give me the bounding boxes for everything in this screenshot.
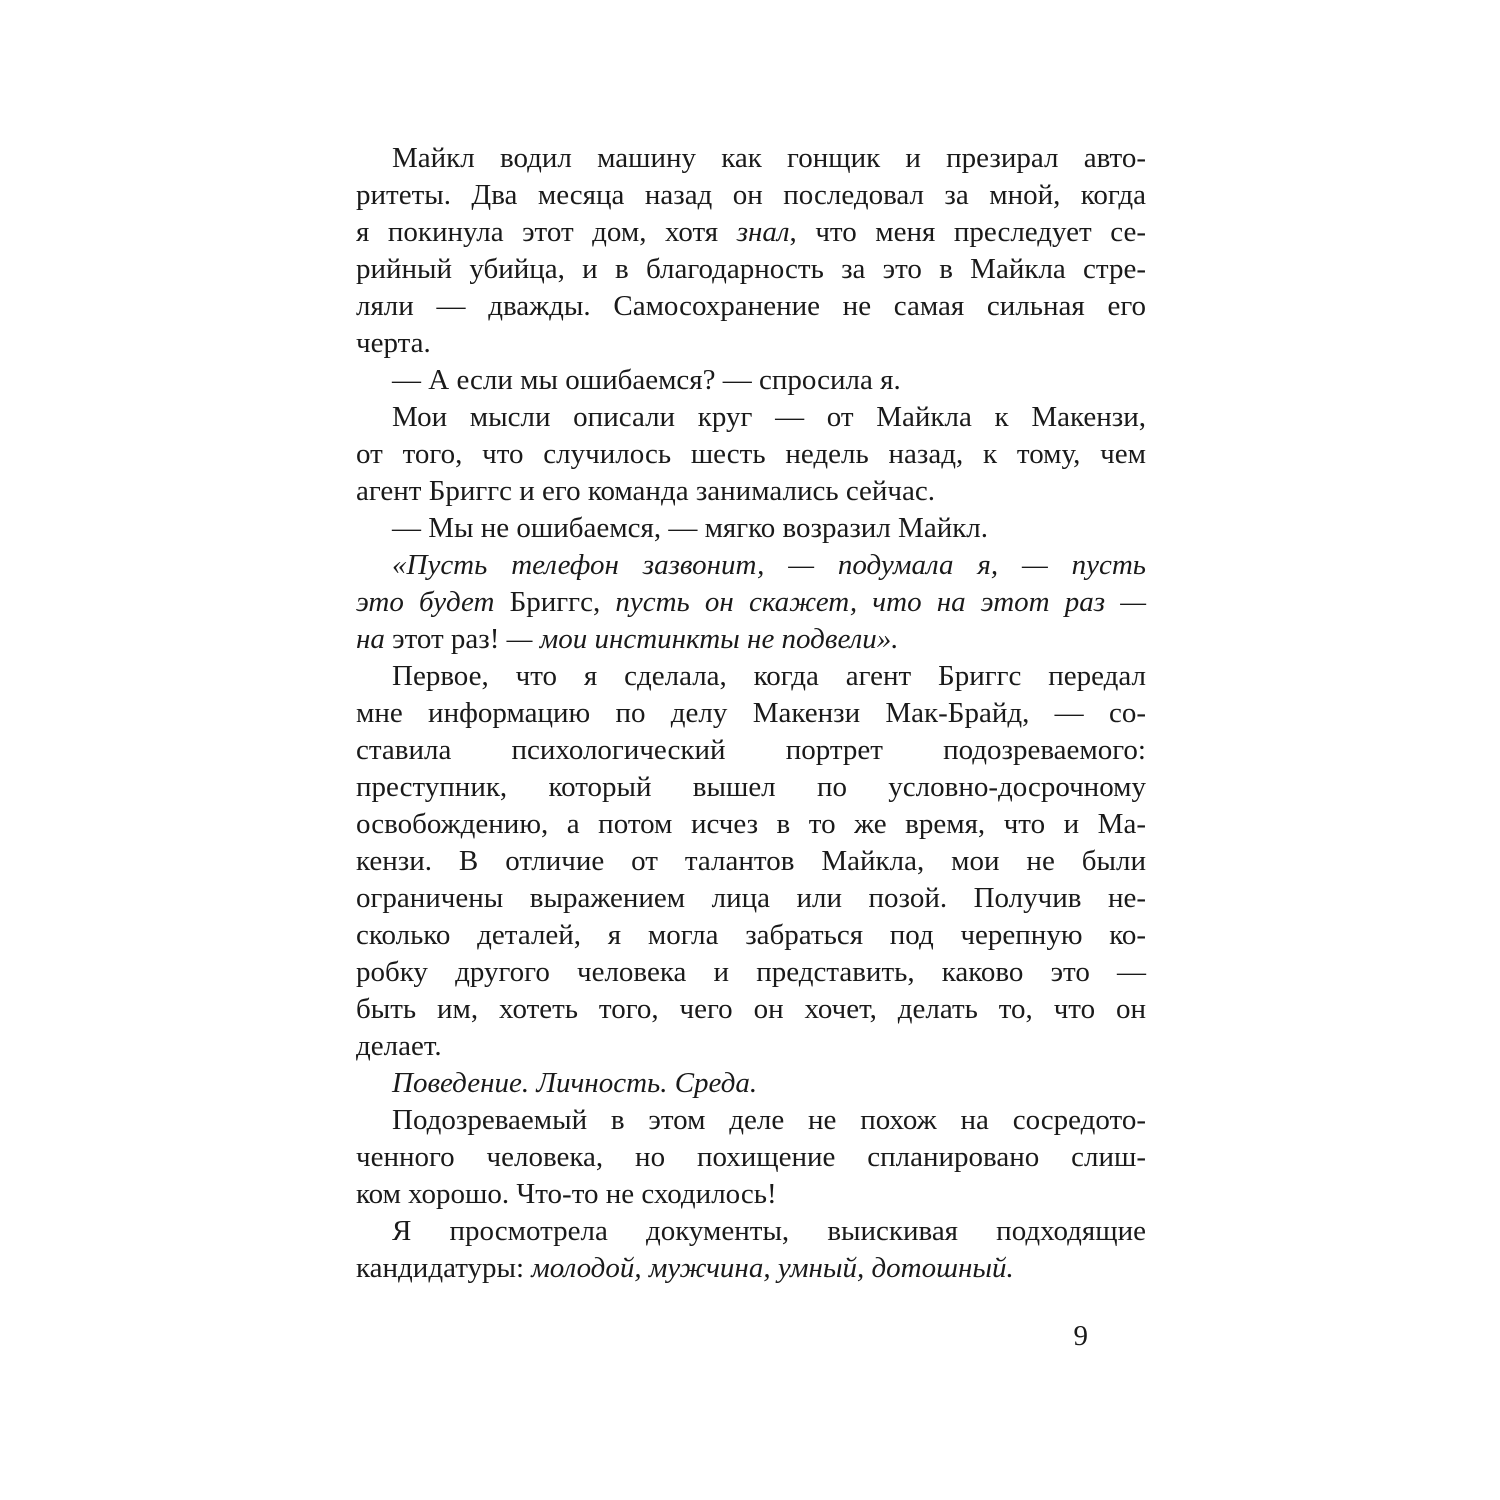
text-run: агент Бриггс и его команда занимались сейчас. (356, 475, 936, 507)
text-line (356, 1213, 1146, 1250)
text-line (356, 917, 1146, 954)
text-line (356, 325, 1146, 362)
text-line (356, 140, 1146, 177)
italic-text-run: молодой, мужчина, умный, дотошный. (531, 1252, 1014, 1284)
paragraph (356, 399, 1146, 510)
text-run: Бриггс, (509, 586, 616, 618)
text-line (356, 1139, 1146, 1176)
text-run: быть им, хотеть того, чего он хочет, делать то, что он (356, 993, 1146, 1025)
text-run: — Мы не ошибаемся, — мягко возразил Майкл. (392, 512, 989, 544)
italic-text-run: на (356, 623, 393, 655)
text-line (356, 1250, 1146, 1287)
paragraph (356, 658, 1146, 1065)
italic-text-run: знал (736, 216, 790, 248)
text-line (356, 658, 1146, 695)
text-block (356, 140, 1146, 1287)
text-line (356, 584, 1146, 621)
text-line (356, 695, 1146, 732)
text-line (356, 399, 1146, 436)
text-run: Я просмотрела документы, выискивая подходящие (392, 1215, 1146, 1247)
text-run: — А если мы ошибаемся? — спросила я. (392, 364, 901, 396)
text-run: черта. (356, 327, 431, 359)
text-line (356, 769, 1146, 806)
text-run: от того, что случилось шесть недель назад, к тому, чем (356, 438, 1146, 470)
text-run: ставила психологический портрет подозреваемого: (356, 734, 1146, 766)
italic-text-run: пусть он скажет, что на этот раз — (615, 586, 1146, 618)
text-run: ком хорошо. Что-то не сходилось! (356, 1178, 777, 1210)
text-run: Майкл водил машину как гонщик и презирал авто- (392, 142, 1146, 174)
text-run: ритеты. Два месяца назад он последовал за мной, когда (356, 179, 1146, 211)
text-line (356, 806, 1146, 843)
text-run: рийный убийца, и в благодарность за это в Майкла стре- (356, 253, 1146, 285)
text-run: освобождению, а потом исчез в то же время, что и Ма- (356, 808, 1146, 840)
text-run: Первое, что я сделала, когда агент Бриггс передал (392, 660, 1146, 692)
paragraph (356, 1102, 1146, 1213)
text-line (356, 621, 1146, 658)
text-run: ограничены выражением лица или позой. Получив не- (356, 882, 1146, 914)
text-line (356, 1176, 1146, 1213)
text-line (356, 436, 1146, 473)
italic-text-run: «Пусть телефон зазвонит, — подумала я, — пусть (392, 549, 1146, 581)
paragraph (356, 547, 1146, 658)
text-line (356, 1028, 1146, 1065)
text-run: , что меня преследует се- (789, 216, 1146, 248)
paragraph (356, 140, 1146, 362)
paragraph (356, 362, 1146, 399)
text-run: мне информацию по делу Макензи Мак-Брайд, — со- (356, 697, 1146, 729)
text-line (356, 1065, 1146, 1102)
text-line (356, 880, 1146, 917)
text-line (356, 954, 1146, 991)
text-run: кензи. В отличие от талантов Майкла, мои не были (356, 845, 1146, 877)
text-run: этот раз! (392, 623, 500, 655)
text-run: кандидатуры: (356, 1252, 532, 1284)
text-run: ляли — дважды. Самосохранение не самая сильная его (356, 290, 1146, 322)
text-run: я покинула этот дом, хотя (356, 216, 737, 248)
text-run: преступник, который вышел по условно-досрочному (356, 771, 1146, 803)
text-run: Подозреваемый в этом деле не похож на сосредото- (392, 1104, 1146, 1136)
text-line (356, 843, 1146, 880)
text-line (356, 1102, 1146, 1139)
paragraph (356, 1213, 1146, 1287)
text-line (356, 288, 1146, 325)
italic-text-run: — мои инстинкты не подвели». (499, 623, 899, 655)
italic-text-run: это будет (356, 586, 510, 618)
text-run: ченного человека, но похищение спланировано слиш- (356, 1141, 1146, 1173)
text-line (356, 473, 1146, 510)
italic-text-run: Поведение. Личность. Среда. (392, 1067, 758, 1099)
text-line (356, 510, 1146, 547)
paragraph (356, 510, 1146, 547)
text-run: Мои мысли описали круг — от Майкла к Макензи, (392, 401, 1146, 433)
text-line (356, 991, 1146, 1028)
text-run: сколько деталей, я могла забраться под черепную ко- (356, 919, 1146, 951)
text-line (356, 251, 1146, 288)
text-line (356, 362, 1146, 399)
text-run: делает. (356, 1030, 442, 1062)
text-line (356, 214, 1146, 251)
paragraph (356, 1065, 1146, 1102)
text-line (356, 547, 1146, 584)
text-line (356, 177, 1146, 214)
text-run: робку другого человека и представить, каково это — (356, 956, 1146, 988)
text-line (356, 732, 1146, 769)
page-number: 9 (1073, 1320, 1088, 1352)
